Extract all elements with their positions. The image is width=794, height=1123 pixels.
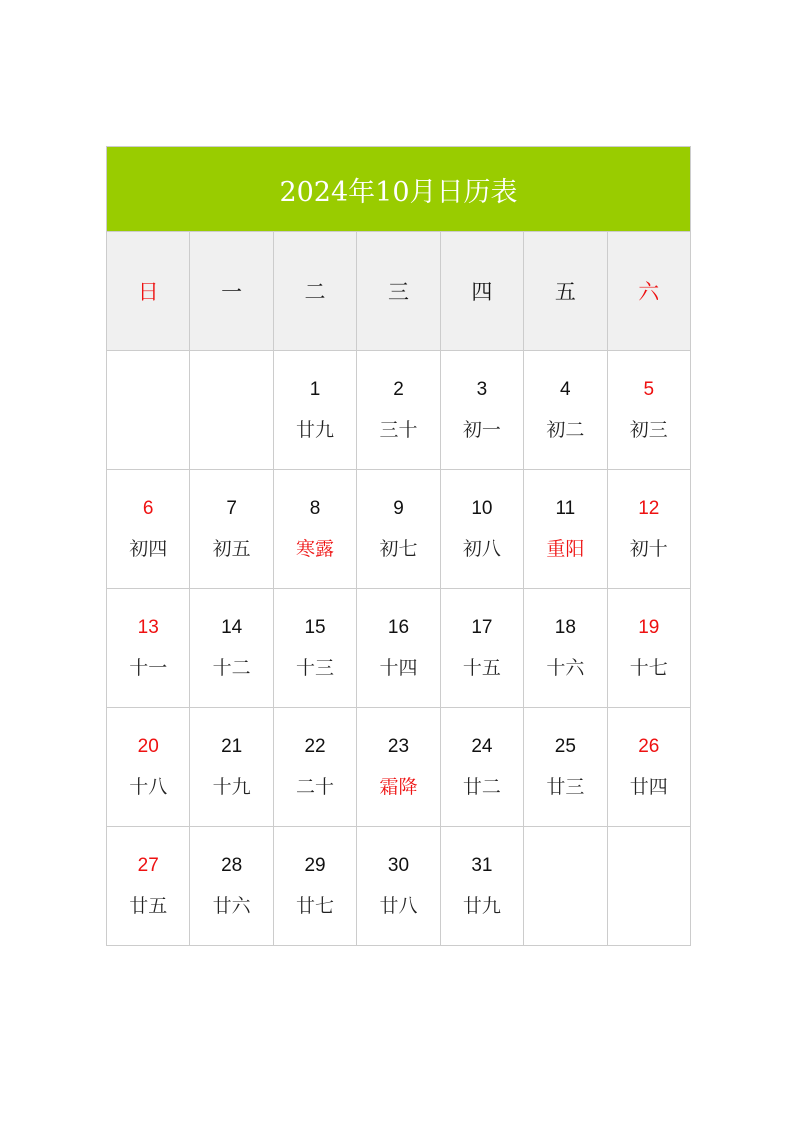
day-cell [524,351,607,470]
lunar-date: 廿九 [462,895,501,917]
calendar-table [106,146,691,946]
day-cell [440,827,523,946]
day-cell [440,589,523,708]
day-cell [107,827,190,946]
day-number: 21 [221,736,243,757]
lunar-date: 三十 [379,419,418,441]
festival-label: 寒露 [296,538,335,560]
day-cell [273,351,356,470]
week-row [107,708,691,827]
day-cell [190,470,273,589]
day-cell [107,589,190,708]
lunar-date: 初五 [212,538,251,560]
day-cell [607,589,690,708]
lunar-date: 廿八 [379,895,418,917]
day-number: 28 [221,855,243,876]
lunar-date: 初三 [629,419,668,441]
festival-label: 霜降 [379,776,418,798]
day-cell [273,589,356,708]
day-cell [607,708,690,827]
day-cell [524,589,607,708]
day-number: 16 [387,617,410,638]
weekday-fri: 五 [524,232,607,351]
day-number: 3 [476,379,488,400]
lunar-date: 十八 [129,776,168,798]
day-cell [190,827,273,946]
day-number: 20 [137,736,159,757]
day-number: 6 [142,498,154,519]
day-cell [524,827,607,946]
day-number: 2 [393,379,404,400]
lunar-date: 廿二 [462,776,501,798]
day-number: 27 [137,855,159,876]
week-row [107,470,691,589]
day-number: 29 [304,855,326,876]
day-number: 13 [137,617,159,638]
day-number: 26 [638,736,660,757]
day-cell [607,827,690,946]
lunar-date: 廿六 [212,895,251,917]
lunar-date: 十五 [462,657,501,679]
day-cell [190,589,273,708]
day-cell [190,708,273,827]
day-number: 23 [387,736,410,757]
day-cell [107,470,190,589]
lunar-date: 廿七 [296,895,335,917]
day-number: 19 [638,617,660,638]
day-cell [357,351,440,470]
lunar-date: 廿五 [129,895,168,917]
festival-label: 重阳 [546,538,585,560]
day-cell [440,351,523,470]
day-number: 5 [643,379,655,400]
day-number: 10 [471,498,493,519]
day-cell [524,708,607,827]
day-cell [107,708,190,827]
lunar-date: 十四 [379,657,418,679]
day-cell [273,470,356,589]
day-number: 9 [393,498,404,519]
weekday-thu: 四 [440,232,523,351]
day-number: 8 [309,498,321,519]
day-number: 22 [304,736,326,757]
day-number: 7 [226,498,237,519]
day-cell [607,351,690,470]
day-cell [273,708,356,827]
day-number: 15 [304,617,326,638]
weekday-wed: 三 [357,232,440,351]
lunar-date: 初二 [546,419,585,441]
week-row [107,589,691,708]
day-cell [524,470,607,589]
weekday-mon: 一 [190,232,273,351]
day-number: 30 [387,855,410,876]
day-number: 14 [221,617,243,638]
day-number: 25 [554,736,576,757]
weekday-header-row [107,232,691,351]
lunar-date: 十一 [129,657,168,679]
lunar-date: 十六 [546,657,585,679]
lunar-date: 十七 [629,657,668,679]
day-number: 31 [471,855,493,876]
day-number: 11 [555,498,576,519]
lunar-date: 廿四 [629,776,668,798]
lunar-date: 十九 [212,776,251,798]
day-number: 12 [638,498,660,519]
week-row [107,827,691,946]
day-cell [440,708,523,827]
day-number: 4 [560,379,571,400]
lunar-date: 二十 [296,776,335,798]
day-number: 18 [554,617,576,638]
weekday-tue: 二 [273,232,356,351]
day-number: 1 [309,379,321,400]
calendar-title: 2024年10月日历表 [107,147,691,232]
lunar-date: 廿三 [546,776,585,798]
lunar-date: 十二 [212,657,251,679]
lunar-date: 初四 [129,538,168,560]
day-number: 24 [471,736,493,757]
lunar-date: 初一 [462,419,501,441]
day-cell [107,351,190,470]
day-cell [190,351,273,470]
day-cell [357,470,440,589]
day-cell [607,470,690,589]
day-cell [440,470,523,589]
lunar-date: 初七 [379,538,418,560]
lunar-date: 初八 [462,538,501,560]
day-cell [357,589,440,708]
lunar-date: 廿九 [296,419,335,441]
day-cell [357,827,440,946]
day-number: 17 [471,617,493,638]
day-cell [273,827,356,946]
weekday-sat: 六 [607,232,690,351]
weekday-sun: 日 [107,232,190,351]
lunar-date: 十三 [296,657,335,679]
week-row [107,351,691,470]
day-cell [357,708,440,827]
lunar-date: 初十 [629,538,668,560]
